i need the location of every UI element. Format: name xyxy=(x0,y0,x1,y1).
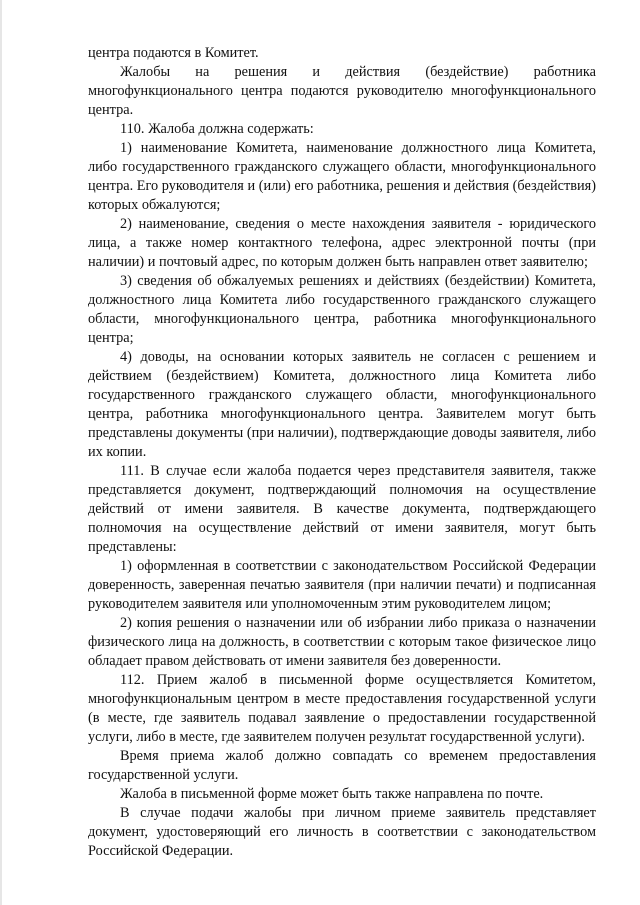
paragraph-110-item-2: 2) наименование, сведения о месте нахождения заявителя - юридического лица, а также номер контактного телефона, адрес электронной почты (при наличии) и почтовый адрес, по которым должен быть направлен ответ заявителю; xyxy=(88,216,596,270)
paragraph-continuation: центра подаются в Комитет. xyxy=(88,45,259,61)
document-page xyxy=(88,44,596,861)
paragraph-110-item-1: 1) наименование Комитета, наименование должностного лица Комитета, либо государственного гражданского служащего области, многофункционального центра. Его руководителя и (или) его работника, решения и действия (бездействия) которых обжалуются; xyxy=(88,140,596,213)
paragraph-complaints-mfc: Жалобы на решения и действия (бездействие) работника многофункционального центра подаются руководителю многофункционального центра. xyxy=(88,64,596,118)
paragraph-110: 110. Жалоба должна содержать: xyxy=(120,121,314,137)
paragraph-111-item-1: 1) оформленная в соответствии с законодательством Российской Федерации доверенность, заверенная печатью заявителя (при наличии печати) и подписанная руководителем заявителя или уполномоченным этим руководителем лицом; xyxy=(88,558,596,612)
paragraph-personal-reception: В случае подачи жалобы при личном приеме заявитель представляет документ, удостоверяющий его личность в соответствии с законодательством Российской Федерации. xyxy=(88,805,596,859)
paragraph-reception-time: Время приема жалоб должно совпадать со временем предоставления государственной услуги. xyxy=(88,748,596,783)
paragraph-111-item-2: 2) копия решения о назначении или об избрании либо приказа о назначении физического лица на должность, в соответствии с которым такое физическое лицо обладает правом действовать от имени заявителя без доверенности. xyxy=(88,615,596,669)
paragraph-112: 112. Прием жалоб в письменной форме осуществляется Комитетом, многофункциональным центром в месте предоставления государственной услуги (в месте, где заявитель подавал заявление о предоставлении государственной услуги, либо в месте, где заявителем получен результат государственной услуги). xyxy=(88,672,596,745)
paragraph-110-item-3: 3) сведения об обжалуемых решениях и действиях (бездействии) Комитета, должностного лица Комитета либо государственного гражданского служащего области, многофункционального центра, работника многофункционального центра; xyxy=(88,273,596,346)
paragraph-110-item-4: 4) доводы, на основании которых заявитель не согласен с решением и действием (бездействием) Комитета, должностного лица Комитета либо государственного гражданского служащего области, многофункционального центра, работника многофункционального центра. Заявителем могут быть представлены документы (при наличии), подтверждающие доводы заявителя, либо их копии. xyxy=(88,349,596,460)
page-edge xyxy=(0,0,2,905)
paragraph-mail: Жалоба в письменной форме может быть также направлена по почте. xyxy=(120,786,544,802)
paragraph-111: 111. В случае если жалоба подается через представителя заявителя, также представляется документ, подтверждающий полномочия на осуществление действий от имени заявителя. В качестве документа, подтверждающего полномочия на осуществление действий от имени заявителя, могут быть представлены: xyxy=(88,463,596,555)
